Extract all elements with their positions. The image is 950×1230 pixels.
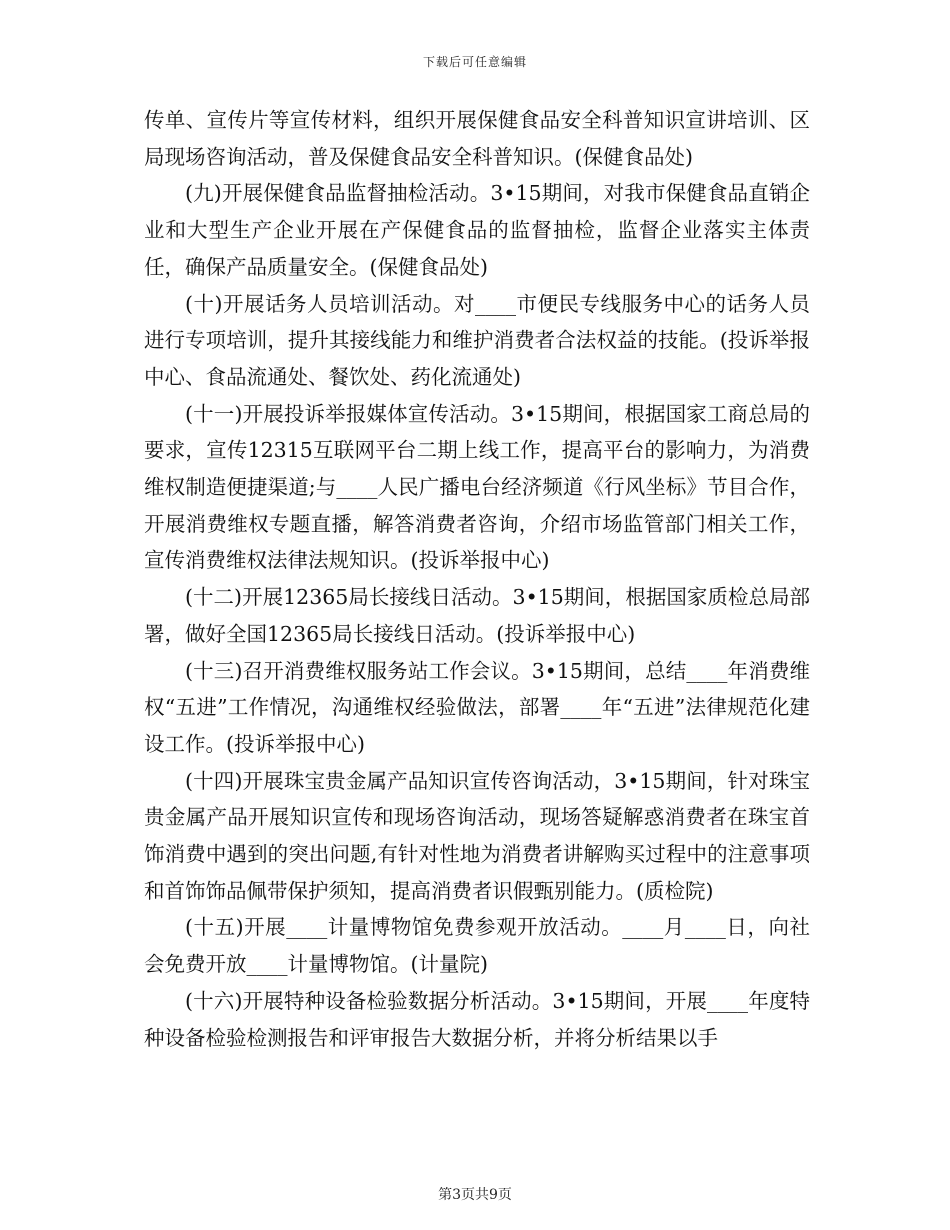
paragraph-13: (十三)召开消费维权服务站工作会议。3•15期间，总结____年消费维权“五进”工作情况，沟通维权经验做法，部署____年“五进”法律规范化建设工作。(投诉举报中心) [144, 658, 810, 756]
paragraph-9: (九)开展保健食品监督抽检活动。3•15期间，对我市保健食品直销企业和大型生产企业开展在产保健食品的监督抽检，监督企业落实主体责任，确保产品质量安全。(保健食品处) [144, 181, 810, 279]
paragraph-12: (十二)开展12365局长接线日活动。3•15期间，根据国家质检总局部署，做好全国12365局长接线日活动。(投诉举报中心) [144, 585, 810, 646]
paragraph-10: (十)开展话务人员培训活动。对____市便民专线服务中心的话务人员进行专项培训，提升其接线能力和维护消费者合法权益的技能。(投诉举报中心、食品流通处、餐饮处、药化流通处) [144, 291, 810, 389]
paragraph-14: (十四)开展珠宝贵金属产品知识宣传咨询活动，3•15期间，针对珠宝贵金属产品开展知识宣传和现场咨询活动，现场答疑解惑消费者在珠宝首饰消费中遇到的突出问题,有针对性地为消费者讲解购买过程中的注意事项和首饰饰品佩带保护须知，提高消费者识假甄别能力。(质检院) [144, 768, 810, 903]
page-header: 下载后可任意编辑 [422, 55, 527, 69]
paragraph-15: (十五)开展____计量博物馆免费参观开放活动。____月____日，向社会免费开放____计量博物馆。(计量院) [144, 915, 810, 977]
paragraph-11: (十一)开展投诉举报媒体宣传活动。3•15期间，根据国家工商总局的要求，宣传12315互联网平台二期上线工作，提高平台的影响力，为消费维权制造便捷渠道;与____人民广播电台经济频道《行风坐标》节目合作，开展消费维权专题直播，解答消费者咨询，介绍市场监管部门相关工作，宣传消费维权法律法规知识。(投诉举报中心) [144, 401, 810, 573]
paragraph-0: 传单、宣传片等宣传材料，组织开展保健食品安全科普知识宣讲培训、区局现场咨询活动，普及保健食品安全科普知识。(保健食品处) [144, 108, 810, 169]
paragraph-16: (十六)开展特种设备检验数据分析活动。3•15期间，开展____年度特种设备检验检测报告和评审报告大数据分析，并将分析结果以手 [144, 988, 810, 1050]
document-body [144, 102, 810, 1056]
page-footer: 第3页共9页 [438, 1187, 512, 1203]
